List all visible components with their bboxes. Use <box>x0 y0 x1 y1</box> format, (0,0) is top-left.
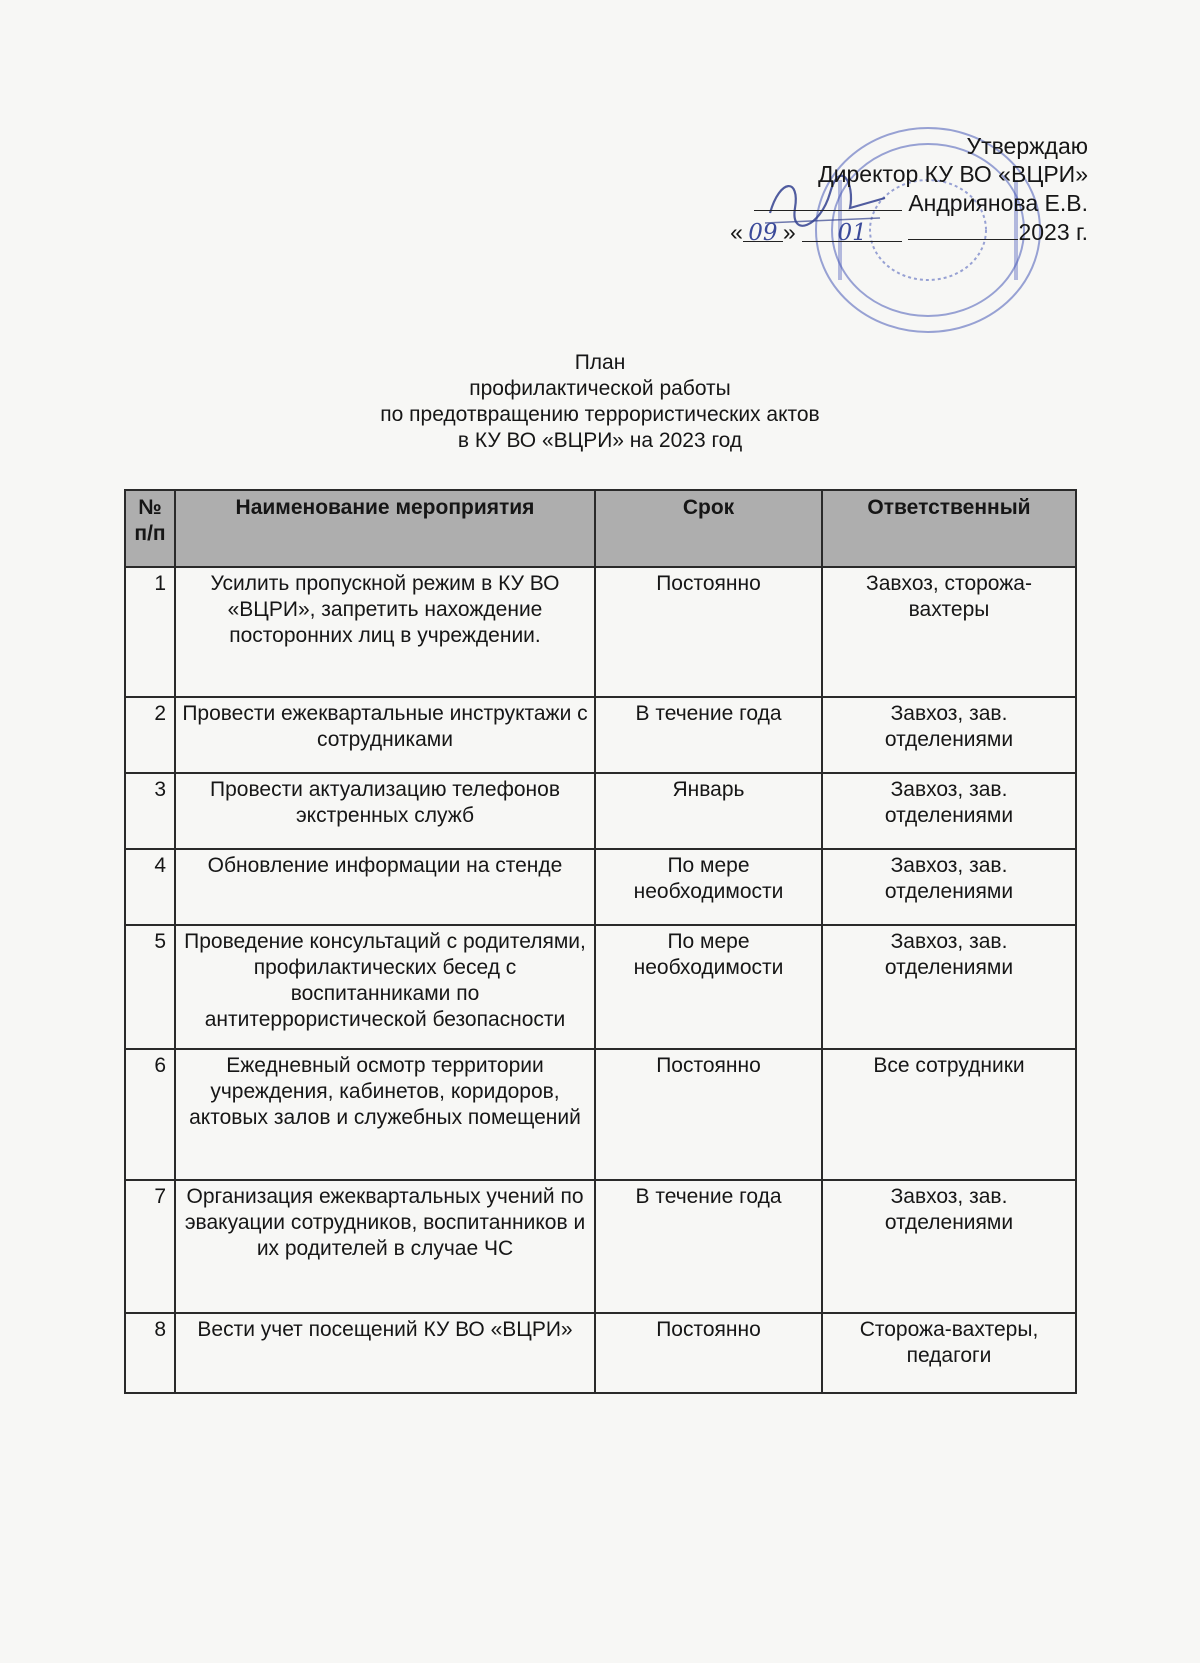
row-term: Постоянно <box>595 1313 822 1393</box>
row-num: 6 <box>125 1049 175 1180</box>
row-name: Ежедневный осмотр территории учреждения, кабинетов, коридоров, актовых залов и служебных помещений <box>175 1049 595 1180</box>
table-header-row <box>125 490 1076 567</box>
row-num: 3 <box>125 773 175 849</box>
row-term: Постоянно <box>595 1049 822 1180</box>
date-year: 2023 г. <box>1018 219 1088 245</box>
row-responsible: Завхоз, зав. отделениями <box>822 849 1076 925</box>
row-term: В течение года <box>595 697 822 773</box>
director-position: Директор КУ ВО «ВЦРИ» <box>818 161 1088 187</box>
row-num: 5 <box>125 925 175 1049</box>
row-num: 4 <box>125 849 175 925</box>
table-row <box>125 1049 1076 1180</box>
row-term: По мере необходимости <box>595 925 822 1049</box>
approval-block <box>730 132 1088 246</box>
row-name: Обновление информации на стенде <box>175 849 595 925</box>
signer-name: Андриянова Е.В. <box>908 190 1088 216</box>
date-month: 01 <box>802 219 902 242</box>
header-name: Наименование мероприятия <box>175 490 595 567</box>
row-name: Проведение консультаций с родителями, профилактических бесед с воспитанниками по антитеррористической безопасности <box>175 925 595 1049</box>
title-line-3: по предотвращению террористических актов <box>380 403 820 426</box>
row-num: 7 <box>125 1180 175 1313</box>
row-name: Организация ежеквартальных учений по эвакуации сотрудников, воспитанников и их родителей в случае ЧС <box>175 1180 595 1313</box>
header-term: Срок <box>595 490 822 567</box>
row-name: Вести учет посещений КУ ВО «ВЦРИ» <box>175 1313 595 1393</box>
table-row <box>125 849 1076 925</box>
table-row <box>125 1313 1076 1393</box>
row-num: 1 <box>125 567 175 697</box>
row-term: По мере необходимости <box>595 849 822 925</box>
title-line-2: профилактической работы <box>469 377 731 400</box>
signer-line <box>730 188 1088 217</box>
date-close-quote: » <box>782 219 796 245</box>
row-name: Провести ежеквартальные инструктажи с сотрудниками <box>175 697 595 773</box>
table-row <box>125 773 1076 849</box>
row-responsible: Все сотрудники <box>822 1049 1076 1180</box>
row-name: Провести актуализацию телефонов экстренных служб <box>175 773 595 849</box>
row-responsible: Сторожа-вахтеры, педагоги <box>822 1313 1076 1393</box>
title-line-1: План <box>574 351 626 374</box>
row-num: 2 <box>125 697 175 773</box>
row-responsible: Завхоз, зав. отделениями <box>822 1180 1076 1313</box>
row-responsible: Завхоз, зав. отделениями <box>822 925 1076 1049</box>
plan-table <box>124 489 1077 1394</box>
row-term: В течение года <box>595 1180 822 1313</box>
approval-heading: Утверждаю <box>966 133 1088 159</box>
row-responsible: Завхоз, зав. отделениями <box>822 773 1076 849</box>
table-row <box>125 1180 1076 1313</box>
date-month-underline <box>908 217 1018 240</box>
document-title <box>0 350 1200 454</box>
table-row <box>125 567 1076 697</box>
table-row <box>125 697 1076 773</box>
row-num: 8 <box>125 1313 175 1393</box>
signature-blank <box>754 188 902 211</box>
row-responsible: Завхоз, сторожа-вахтеры <box>822 567 1076 697</box>
date-open-quote: « <box>730 219 743 245</box>
header-num: № п/п <box>125 490 175 567</box>
title-line-4: в КУ ВО «ВЦРИ» на 2023 год <box>457 429 743 452</box>
row-term: Январь <box>595 773 822 849</box>
header-responsible: Ответственный <box>822 490 1076 567</box>
row-responsible: Завхоз, зав. отделениями <box>822 697 1076 773</box>
date-day: 09 <box>743 219 783 242</box>
approval-date <box>730 217 1088 246</box>
row-name: Усилить пропускной режим в КУ ВО «ВЦРИ», запретить нахождение посторонних лиц в учреждении. <box>175 567 595 697</box>
row-term: Постоянно <box>595 567 822 697</box>
table-row <box>125 925 1076 1049</box>
